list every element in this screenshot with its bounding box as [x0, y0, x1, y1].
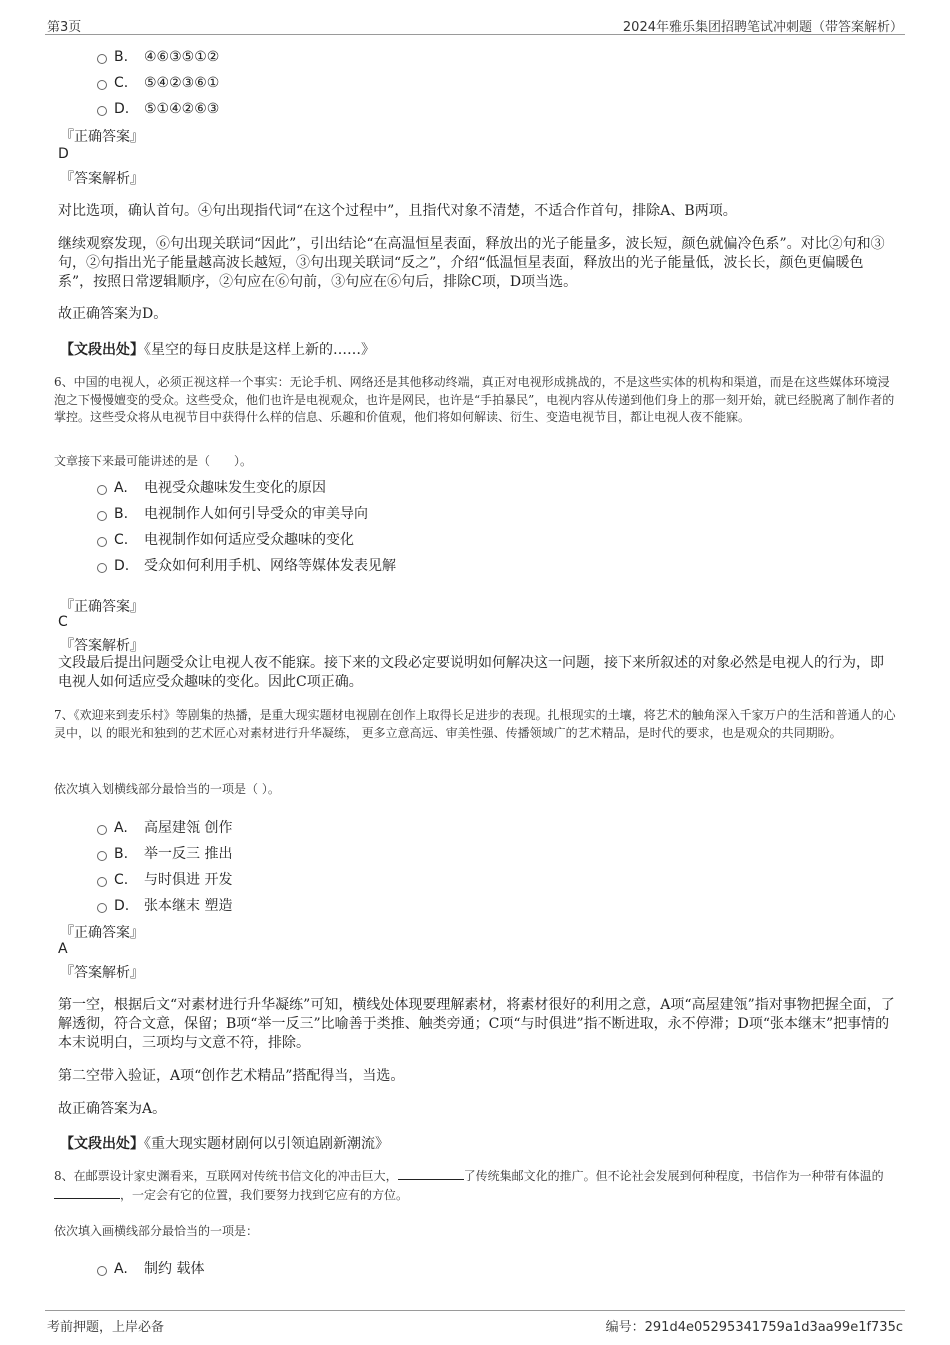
question-7-prompt: 依次填入划横线部分最恰当的一项是（ ）。 [54, 782, 280, 796]
question-7-text: 7、《欢迎来到麦乐村》等剧集的热播，是重大现实题材电视剧在创作上取得长足进步的表现。扎根现实的土壤，将艺术的触角深入千家万户的生活和普通人的心灵中，以 的眼光和独到的艺术匠心对素材进行升华凝练， 更多立意高远、审美性强、传播领域广的艺术精品，是时代的要求，也是观众的共同期盼。 [54, 708, 896, 740]
radio-icon[interactable] [97, 54, 107, 64]
document-title: 2024年雅乐集团招聘笔试冲刺题（带答案解析） [622, 20, 903, 35]
source-citation: 【文段出处】《星空的每日皮肤是这样上新的……》 [60, 342, 375, 358]
radio-icon[interactable] [97, 851, 107, 861]
option-c[interactable]: C. ⑤④②③⑥① [97, 75, 219, 91]
radio-icon[interactable] [97, 1266, 107, 1276]
analysis-conclusion: 故正确答案为A。 [58, 1101, 167, 1117]
analysis-conclusion: 故正确答案为D。 [58, 306, 168, 322]
radio-icon[interactable] [97, 877, 107, 887]
question-8-prompt: 依次填入画横线部分最恰当的一项是： [54, 1224, 259, 1238]
option-d[interactable]: D. 受众如何利用手机、网络等媒体发表见解 [97, 555, 396, 575]
correct-answer: C [58, 614, 68, 630]
answer-label: 『正确答案』 [60, 925, 144, 941]
radio-icon[interactable] [97, 537, 107, 547]
footer-slogan: 考前押题，上岸必备 [47, 1320, 165, 1335]
fill-blank [398, 1167, 464, 1180]
page-number: 第3页 [47, 20, 82, 35]
option-a[interactable]: A. 高屋建瓴 创作 [97, 817, 232, 837]
option-a[interactable]: A. 电视受众趣味发生变化的原因 [97, 477, 326, 497]
analysis-label: 『答案解析』 [60, 965, 144, 981]
option-c[interactable]: C. 与时俱进 开发 [97, 869, 232, 889]
radio-icon[interactable] [97, 563, 107, 573]
analysis-paragraph: 对比选项，确认首句。④句出现指代词“在这个过程中”，且指代对象不清楚，不适合作首句，排除A、B两项。 [58, 203, 737, 219]
radio-icon[interactable] [97, 903, 107, 913]
radio-icon[interactable] [97, 485, 107, 495]
radio-icon[interactable] [97, 825, 107, 835]
correct-answer: D [58, 146, 69, 162]
question-6-text: 6、中国的电视人，必须正视这样一个事实：无论手机、网络还是其他移动终端，真正对电视形成挑战的，不是这些实体的机构和渠道，而是在这些媒体环境浸泡之下慢慢嬗变的受众。这些受众，他们也许是电视观众，也许是网民，也许是“手拍暴民”，电视内容从传递到他们身上的那一刻开始，就已经脱离了制作者的掌控。这些受众将从电视节目中获得什么样的信息、乐趣和价值观，他们将如何解读、衍生、变造电视节目，都让电视人夜不能寐。 [54, 375, 895, 424]
radio-icon[interactable] [97, 511, 107, 521]
option-b[interactable]: B. 举一反三 推出 [97, 843, 232, 863]
page-header [45, 14, 905, 35]
page-footer [45, 1310, 905, 1341]
analysis-paragraph: 第二空带入验证，A项“创作艺术精品”搭配得当，当选。 [58, 1068, 405, 1084]
source-citation: 【文段出处】《重大现实题材剧何以引领追剧新潮流》 [60, 1136, 389, 1152]
option-b[interactable]: B. 电视制作人如何引导受众的审美导向 [97, 503, 368, 523]
option-d[interactable]: D. 张本继末 塑造 [97, 895, 232, 915]
radio-icon[interactable] [97, 106, 107, 116]
answer-label: 『正确答案』 [60, 599, 144, 615]
analysis-label: 『答案解析』 [60, 638, 144, 654]
correct-answer: A [58, 941, 68, 957]
option-a[interactable]: A. 制约 载体 [97, 1258, 204, 1278]
option-d[interactable]: D. ⑤①④②⑥③ [97, 101, 219, 117]
fill-blank [54, 1186, 120, 1199]
analysis-paragraph: 第一空，根据后文“对素材进行升华凝练”可知，横线处体现要理解素材，将素材很好的利用之意，A项“高屋建瓴”指对事物把握全面，了解透彻，符合文意，保留；B项“举一反三”比喻善于类推、触类旁通；C项“与时俱进”指不断进取，永不停滞；D项“张本继末”把事情的本末说明白，三项均与文意不符，排除。 [58, 997, 895, 1051]
analysis-paragraph: 文段最后提出问题受众让电视人夜不能寐。接下来的文段必定要说明如何解决这一问题，接下来所叙述的对象必然是电视人的行为，即电视人如何适应受众趣味的变化。因此C项正确。 [58, 655, 884, 690]
analysis-label: 『答案解析』 [60, 171, 144, 187]
question-8-text: 8、在邮票设计家史渊看来，互联网对传统书信文化的冲击巨大， 了传统集邮文化的推广。但不论社会发展到何种程度，书信作为一种带有体温的，一定会有它的位置，我们要努力找到它应有的方位。 [54, 1169, 884, 1202]
answer-label: 『正确答案』 [60, 129, 144, 145]
question-6-prompt: 文章接下来最可能讲述的是（ ）。 [54, 454, 253, 468]
option-c[interactable]: C. 电视制作如何适应受众趣味的变化 [97, 529, 354, 549]
document-id: 编号：291d4e05295341759a1d3aa99e1f735c [605, 1320, 903, 1335]
analysis-paragraph: 继续观察发现，⑥句出现关联词“因此”，引出结论“在高温恒星表面，释放出的光子能量多，波长短，颜色就偏冷色系”。对比②句和③句，②句指出光子能量越高波长越短，③句出现关联词“反之”，介绍“低温恒星表面，释放出的光子能量低，波长长，颜色更偏暖色系”，按照日常逻辑顺序，②句应在⑥句前，③句应在⑥句后，排除C项，D项当选。 [58, 236, 885, 290]
option-b[interactable]: B. ④⑥③⑤①② [97, 49, 219, 65]
radio-icon[interactable] [97, 80, 107, 90]
